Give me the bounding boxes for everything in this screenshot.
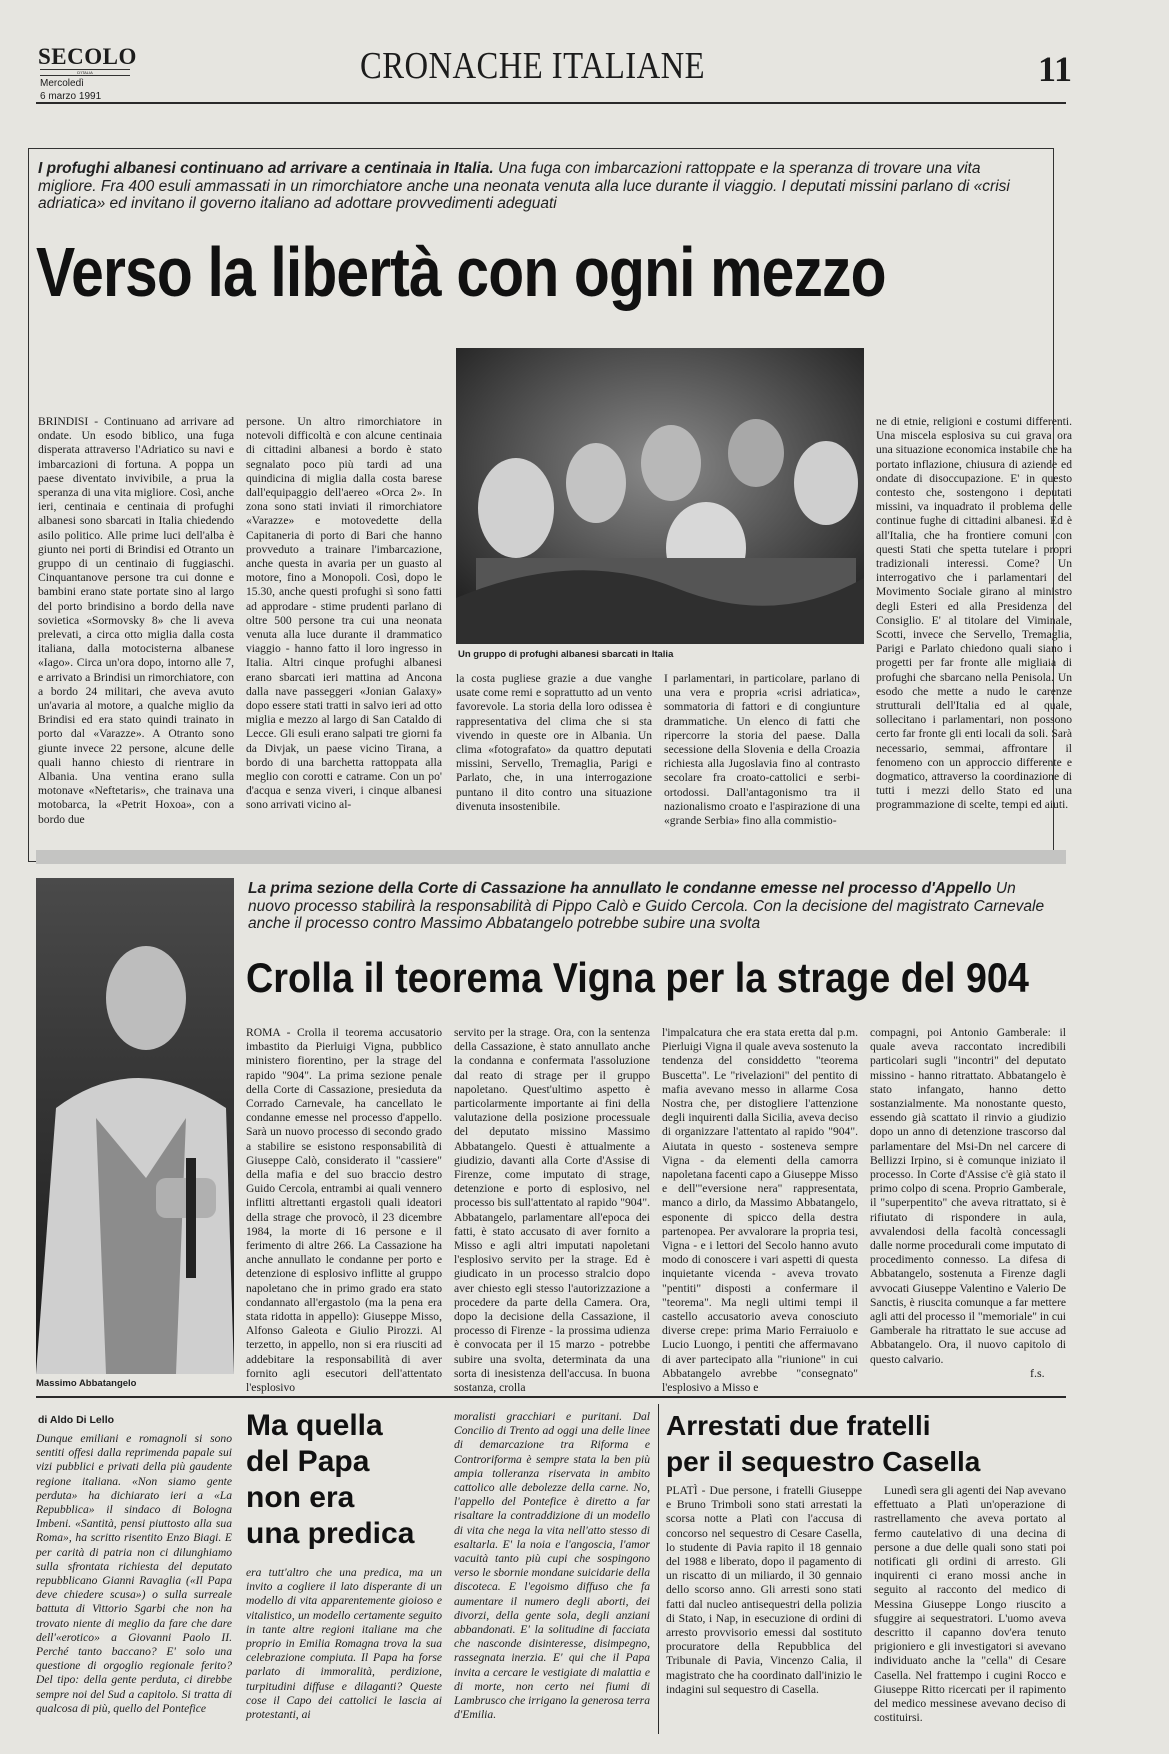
- bottom-section-rule: [36, 1396, 1066, 1398]
- article1-photo: [456, 348, 864, 644]
- article2-kicker-rest: Un nuovo processo stabilirà la responsabilità di Pippo Calò e Guido Cercola. Con la decisione del magistrato Carnevale anche il processo contro Massimo Abbatangelo potrebbe subire una svolta: [248, 880, 1045, 932]
- article4-headline: [666, 1408, 980, 1480]
- article1-col2: [246, 415, 442, 835]
- article2-col2: [454, 1026, 650, 1395]
- masthead-logo-sub: D'ITALIA: [40, 69, 130, 76]
- article1-col4: [664, 672, 860, 838]
- article4-divider: [658, 1404, 659, 1734]
- masthead-date: 6 marzo 1991: [40, 91, 102, 102]
- article1-col1-text: BRINDISI - Continuano ad arrivare ad ondate. Un esodo biblico, una fuga disperata attraverso l'Adriatico su navi e imbarcazioni di fortuna. A poppa un paese diventato invivibile, a prua la speranza di una vita migliore. Così, anche ieri, centinaia e centinaia di profughi albanesi sono sbarcati in Italia chiedendo asilo politico. Alle prime luci dell'alba è giunto nei porti di Brindisi ed Otranto un gruppo di un centinaio di fuggiaschi. Cinquantanove persone tra cui donne e bambini erano state portate sino al largo del porto brindisino a bordo della nave sovietica «Sormovsky 8» che li aveva prelevati, a circa otto miglia dalla costa italiana, dalla motocisterna albanese «Iago». Circa un'ora dopo, intorno alle 7, e arrivato a Brindisi un rimorchiatore, con a bordo 24 militari, che aveva avuto un'avaria al motore, a qualche miglio da Brindisi ed era stato quindi trainato in porto dal «Varazze». A Otranto sono giunte invece 22 persone, alcune delle quali hanno chiesto di rientrare in Albania. Una ventina erano sulla motonave «Neftetaris», che trainava una motobarca, la «Petrit Hoxoa», con a bordo due: [38, 415, 234, 826]
- refugees-photo-illustration: [456, 348, 864, 644]
- article4-col2-text: Lunedì sera gli agenti dei Nap avevano effettuato a Platì un'operazione di rastrellamento che aveva portato al fermo cautelativo di una decina di persone a due delle quali sono stati poi notificati gli ordini di arresto. Gli inquirenti ci erano mossi anche in seguito al racconto del medico di Messina Giuseppe Longo riuscito a sfuggire ai sequestratori. L'uomo aveva descritto il capanno dov'era tenuto prigioniero e gli investigatori si avevano individuato anche la "cella" di Cesare Casella. Nel frattempo i cugini Rocco e Giuseppe Ritto ricercati per il rapimento del medico messinese avevano deciso di costituirsi.: [874, 1484, 1066, 1725]
- article3-headline-line4: una predica: [246, 1517, 415, 1550]
- article4-col1-text: PLATÌ - Due persone, i fratelli Giuseppe e Bruno Trimboli sono stati arrestati la scorsa notte a Platì con l'accusa di concorso nel sequestro di Cesare Casella, lo studente di Pavia rapito il 18 gennaio del 1988 e liberato, dopo il pagamento di un riscatto di un miliardo, il 30 gennaio dello scorso anno. Gli arresti sono stati fatti dal nucleo antisequestri della polizia di Stato, i Nap, in esecuzione di ordini di arresto provvisorio emessi dal sostituto procuratore della Repubblica del Tribunale di Pavia, Vincenzo Calia, il magistrato che ha coordinato dall'inizio le indagini sul sequestro di Casella.: [666, 1484, 862, 1696]
- article2-col2-text: servito per la strage. Ora, con la sentenza della Cassazione, è stato annullato anche la condanna e confermata l'assoluzione dal reato di strage per il gruppo napoletano. Quest'ultimo aspetto è particolarmente importante ai fini della valutazione della posizione processuale del deputato missino Massimo Abbatangelo. Questi è attualmente a giudizio, davanti alla Corte d'Assise di Firenze, come imputato di strage, detenzione e porto di esplosivo, nel processo bis sull'attentato al rapido "904". Abbatangelo, parlamentare all'epoca dei fatti, è stato accusato di aver fornito a Misso e agli altri imputati napoletani l'esplosivo servito per la strage. Ed è giudicato in un processo stralcio dopo aver chiesto egli stesso l'autorizzazione a procedere da parte della Camera. Ora, dopo la decisione della Cassazione, il processo di Firenze - la prossima udienza è convocata per il 15 marzo - potrebbe subire una svolta, determinata da una sorta di inesistenza dell'accusa. In buona sostanza, crolla: [454, 1026, 650, 1395]
- article1-col3: [456, 672, 652, 838]
- article1-photo-caption: Un gruppo di profughi albanesi sbarcati in Italia: [458, 649, 674, 660]
- article1-col1: [38, 415, 234, 835]
- masthead-rule: [36, 102, 1066, 104]
- abbatangelo-photo-illustration: [36, 878, 234, 1374]
- article4-col1: [666, 1484, 862, 1732]
- article2-kicker-bold: La prima sezione della Corte di Cassazione ha annullato le condanne emesse nel processo d'Appello: [248, 880, 992, 897]
- masthead-day: Mercoledì: [40, 78, 84, 89]
- article3-col3: [454, 1410, 650, 1732]
- article2-col1: [246, 1026, 442, 1395]
- article3-col1: [36, 1432, 232, 1732]
- article4-col2: [874, 1484, 1066, 1732]
- article1-col4-text: I parlamentari, in particolare, parlano di una vera e propria «crisi adriatica», sommatoria di fattori e di congiunture drammatiche. Un elenco di fatti che ripercorre la storia del paese. Dalla secessione della Slovenia e della Croazia richiesta alla Jugoslavia fino al contrasto secolare fra croato-cattolici e serbi-ortodossi. Dall'antagonismo tra il nazionalismo croato e l'aspirazione di una «grande Serbia» fino alla commistio-: [664, 672, 860, 828]
- article1-col5-text: ne di etnie, religioni e costumi differenti. Una miscela esplosiva su cui grava ora una situazione economica instabile che ha portato inflazione, chiusura di aziende ed ondate di disoccupazione. E' in questo contesto che, sostengono i deputati missini, va inquadrato il problema delle continue fughe di cittadini albanesi. Ed è all'Italia, che ha frontiere comuni con questi Stati che spetta tutelare i propri tradizionali interessi. Come? Un interrogativo che i parlamentari del Movimento Sociale girano al ministro degli Esteri ed alla Presidenza del Consiglio. E' al titolare del Viminale, Scotti, invece che Servello, Tremaglia, Parigi e Parlato chiedono quali siano i progetti per far fronte alle migliaia di profughi che sbarcano nella Penisola. Un esodo che mette a nudo le carenze strutturali dell'Italia ed al quale, sollecitano i parlamentari, non possono certo far fronte gli enti locali da soli. Sarà necessario, semmai, affrontare il fenomeno con un approccio differente e dogmatico, attraverso la coordinazione di tutti i mezzi dello Stato ed una programmazione di scelte, tempi ed aiuti.: [876, 415, 1072, 812]
- section-title: CRONACHE ITALIANE: [360, 45, 706, 87]
- article2-photo: [36, 878, 234, 1374]
- article2-col3: [662, 1026, 858, 1395]
- article1-col2-text: persone. Un altro rimorchiatore in notevoli difficoltà e con alcune centinaia di cittadini albanesi a bordo è stato segnalato poco più tardi ad una quindicina di miglia dalla costa barese dall'equipaggio dell'aereo «Orca 2». In zona sono stati inviati il rimorchiatore «Varazze» e motovedette della Capitaneria di porto di Bari che hanno provveduto a trainare l'imbarcazione, anche questa in avaria per un guasto al motore, fino a Monopoli. Così, dopo le 15.30, anche questi profughi sì sono fatti ad approdare - stime prudenti parlano di oltre 500 persone tra cui una neonata venuta alla luce durante il drammatico viaggio - hanno fatto il loro ingresso in Italia. Altri cinque profughi albanesi erano sbarcati ieri mattina ad Ancona dalla nave passeggeri «Jonian Galaxy» dopo essere stati tratti in salvo ieri ad otto miglia e mezzo al largo di San Cataldo di Lecce. Gli esuli erano salpati tre giorni fa da Divjak, un paese vicino Tirana, a bordo di una barchetta rattoppata alla meglio con corotti e catrame. Con un po' d'acqua e senza viveri, i cinque albanesi sono arrivati vicino al-: [246, 415, 442, 812]
- article1-kicker-bold: I profughi albanesi continuano ad arrivare a centinaia in Italia.: [38, 160, 494, 177]
- article2-col3-text: l'impalcatura che era stata eretta dal p.m. Pierluigi Vigna il quale aveva sostenuto la tendenza del considdetto "teorema Buscetta". Le "rivelazioni" del pentito di mafia avevano messo in allarme Cosa Nostra che, per distogliere l'attenzione degli inquirenti dalla Sicilia, aveva deciso di organizzare l'attentato al rapido "904". Aiutata in questo - sosteneva sempre Vigna - da elementi della camorra napoletana facenti capo a Giuseppe Misso e dell'"eversione nera" rappresentata, manco a dirlo, da Massimo Abbatangelo, esponente di spicco della destra partenopea. Per avvalorare la propria tesi, Vigna - e i lettori del Secolo hanno avuto modo di conoscere i vari aspetti di questa inquietante vicenda - aveva trovato "pentiti" disposti a confermare il "teorema". Ma negli ultimi tempi il castello accusatorio aveva conosciuto diverse crepe: prima Mario Ferraiuolo e Lucio Luongo, i pentiti che affermavano di aver partecipato alla "riunione" in cui Abbatangelo avrebbe "consegnato" l'esplosivo a Misso e: [662, 1026, 858, 1395]
- article3-headline: [246, 1408, 414, 1552]
- article1-kicker-rest: Una fuga con imbarcazioni rattoppate e la speranza di trovare una vita migliore. Fra 400 esuli ammassati in un rimorchiatore anche una neonata venuta alla luce durante il viaggio. I deputati missini parlano di «crisi adriatica» ed invitano il governo italiano ad adottare provvedimenti adeguati: [38, 160, 1010, 212]
- article3-headline-line2: del Papa: [246, 1445, 370, 1478]
- article3-col3-text: moralisti gracchiari e puritani. Dal Concilio di Trento ad oggi una delle linee di demarcazione tra Riforma e Controriforma è sempre stata la ben più ampia tolleranza riservata in ambito cattolico alle debolezze della carne. No, l'appello del Pontefice è diretto a far risaltare la contraddizione di un modello di vita che nega la vita nell'atto stesso di esaltarla. E' la noia e l'angoscia, l'amor vacuità tanto più cupi che sospingono verso le sbornie mondane suicidarie della discoteca. E l'egoismo diffuso che fa aumentare il numero degli aborti, dei divorzi, della gente sola, degli anziani abbandonati. E' la solitudine di facciata che nasconde disinteresse, disimpegno, rassegnata inerzia. E' qui che il Papa invita a cercare le vestigiate di malattia e di morte, non certo nei fiumi di Lambrusco che irrigano la generosa terra d'Emilia.: [454, 1410, 650, 1722]
- article1-kicker: [38, 160, 1038, 213]
- article3-headline-line3: non era: [246, 1481, 355, 1514]
- article2-signature: f.s.: [1030, 1366, 1045, 1380]
- article3-byline: di Aldo Di Lello: [38, 1414, 115, 1426]
- article4-headline-line2: per il sequestro Casella: [666, 1446, 981, 1477]
- article3-col2: [246, 1566, 442, 1732]
- article4-headline-line1: Arrestati due fratelli: [666, 1410, 931, 1441]
- article3-col1-text: Dunque emiliani e romagnoli si sono sentiti offesi dalla reprimenda papale sui vizi pubblici e privati della più gaudente regione italiana. «Non siamo gente perduta» ha dichiarato ieri a «La Repubblica» il sindaco di Bologna Imbeni. «Santità, pensi piuttosto alla sua Roma», ha scritto risentito Enzo Biagi. E per carità di patria non ci dilunghiamo sulla sfrontata richiesta del deputato repubblicano Gianni Ravaglia («Il Papa deve chiedere scusa») o sulla surreale battuta di Vittorio Sgarbi che non ha trovato niente di meglio da fare che dare dell'«erotico» a Giovanni Paolo II. Perché tanto baccano? E' solo una questione di orgoglio regionale ferito? Del tipo: della gente perduta, ci direbbe sempre noi del Sud a capitolo. Si tratta di qualcosa di più, quello del Pontefice: [36, 1432, 232, 1715]
- article2-col4: [870, 1026, 1066, 1366]
- article3-headline-line1: Ma quella: [246, 1409, 383, 1442]
- article1-col3-text: la costa pugliese grazie a due vanghe usate come remi e soprattutto ad un vento favorevole. La storia della loro odissea è rappresentativa del clima che si sta vivendo in queste ore in Albania. Un clima «fotografato» da quattro deputati missini, Servello, Tremaglia, Parigi e Parlato, che, in una interrogazione puntano il dito contro una situazione divenuta insostenibile.: [456, 672, 652, 813]
- article1-col5: [876, 415, 1072, 835]
- article2-headline: Crolla il teorema Vigna per la strage del 904: [246, 954, 1029, 1001]
- page-number: 11: [1038, 49, 1073, 89]
- article2-col1-text: ROMA - Crolla il teorema accusatorio imbastito da Pierluigi Vigna, pubblico ministero fiorentino, per la strage del rapido "904". La prima sezione penale della Corte di Cassazione, presieduta da Corrado Carnevale, ha cancellato le condanne emesse nel processo d'appello. Sarà un nuovo processo di secondo grado a stabilire se esistono responsabilità di Giuseppe Calò, considerato il "cassiere" della mafia e del suo braccio destro Guido Cercola, entrambi ai quali vennero inflitti altrettanti ergastoli quali ideatori della strage che provocò, il 23 dicembre 1984, la morte di 16 persone e il ferimento di altre 266. La Cassazione ha anche annullato le condanne per porto e detenzione di esplosivo inflitte al gruppo napoletano che in primo grado era stato condannato all'ergastolo (ma la pena era stata ridotta in appello): Giuseppe Misso, Alfonso Galeota e Giulio Pirozzi. Al terzetto, in appello, non si era riusciti ad addebitare la responsabilità di aver fornito agli esecutori dell'attentato l'esplosivo: [246, 1026, 442, 1395]
- article2-photo-caption: Massimo Abbatangelo: [36, 1378, 137, 1389]
- article2-kicker: [248, 880, 1048, 933]
- article2-col4-text: compagni, poi Antonio Gamberale: il quale aveva raccontato incredibili particolari sugli "incontri" del deputato missino - hanno ritrattato. Abbatangelo è stato infangato, hanno detto sostanzialmente. Ma nonostante questo, essendo già scattato il rinvio a giudizio dopo un anno di detenzione trascorso dal parlamentare del Msi-Dn nel carcere di Bellizzi Irpino, si è comunque iniziato il processo. In Corte d'Assise c'è già stato il primo colpo di scena. Proprio Gamberale, il "superpentito" che aveva ritrattato, si è rifiutato di rispondere in aula, avvalendosi della facoltà concessagli dalle norme procedurali come imputato di procedimento connesso. La difesa di Abbatangelo, sostenuta a Firenze dagli avvocati Giuseppe Valentino e Valerio De Sanctis, è riuscita comunque a far mettere agli atti del processo il "memoriale" in cui Gamberale ha ritrattato le sue accuse ad Abbatangelo. Ora, il nuovo capitolo di questo calvario.: [870, 1026, 1066, 1366]
- article1-headline: Verso la libertà con ogni mezzo: [36, 233, 886, 311]
- separator-band: [36, 850, 1066, 864]
- article3-col2-text: era tutt'altro che una predica, ma un invito a cogliere il lato disperante di un modello di vita apparentemente gioioso e vitalistico, un modello certamente seguito in tante altre regioni italiane ma che proprio in Emilia Romagna trova la sua celebrazione compiuta. Il Papa ha forse parlato di immoralità, perdizione, turpitudini diffuse e dilaganti? Queste cose il Capo dei cattolici le lascia ai protestanti, ai: [246, 1566, 442, 1722]
- masthead-logo: SECOLO: [38, 44, 137, 69]
